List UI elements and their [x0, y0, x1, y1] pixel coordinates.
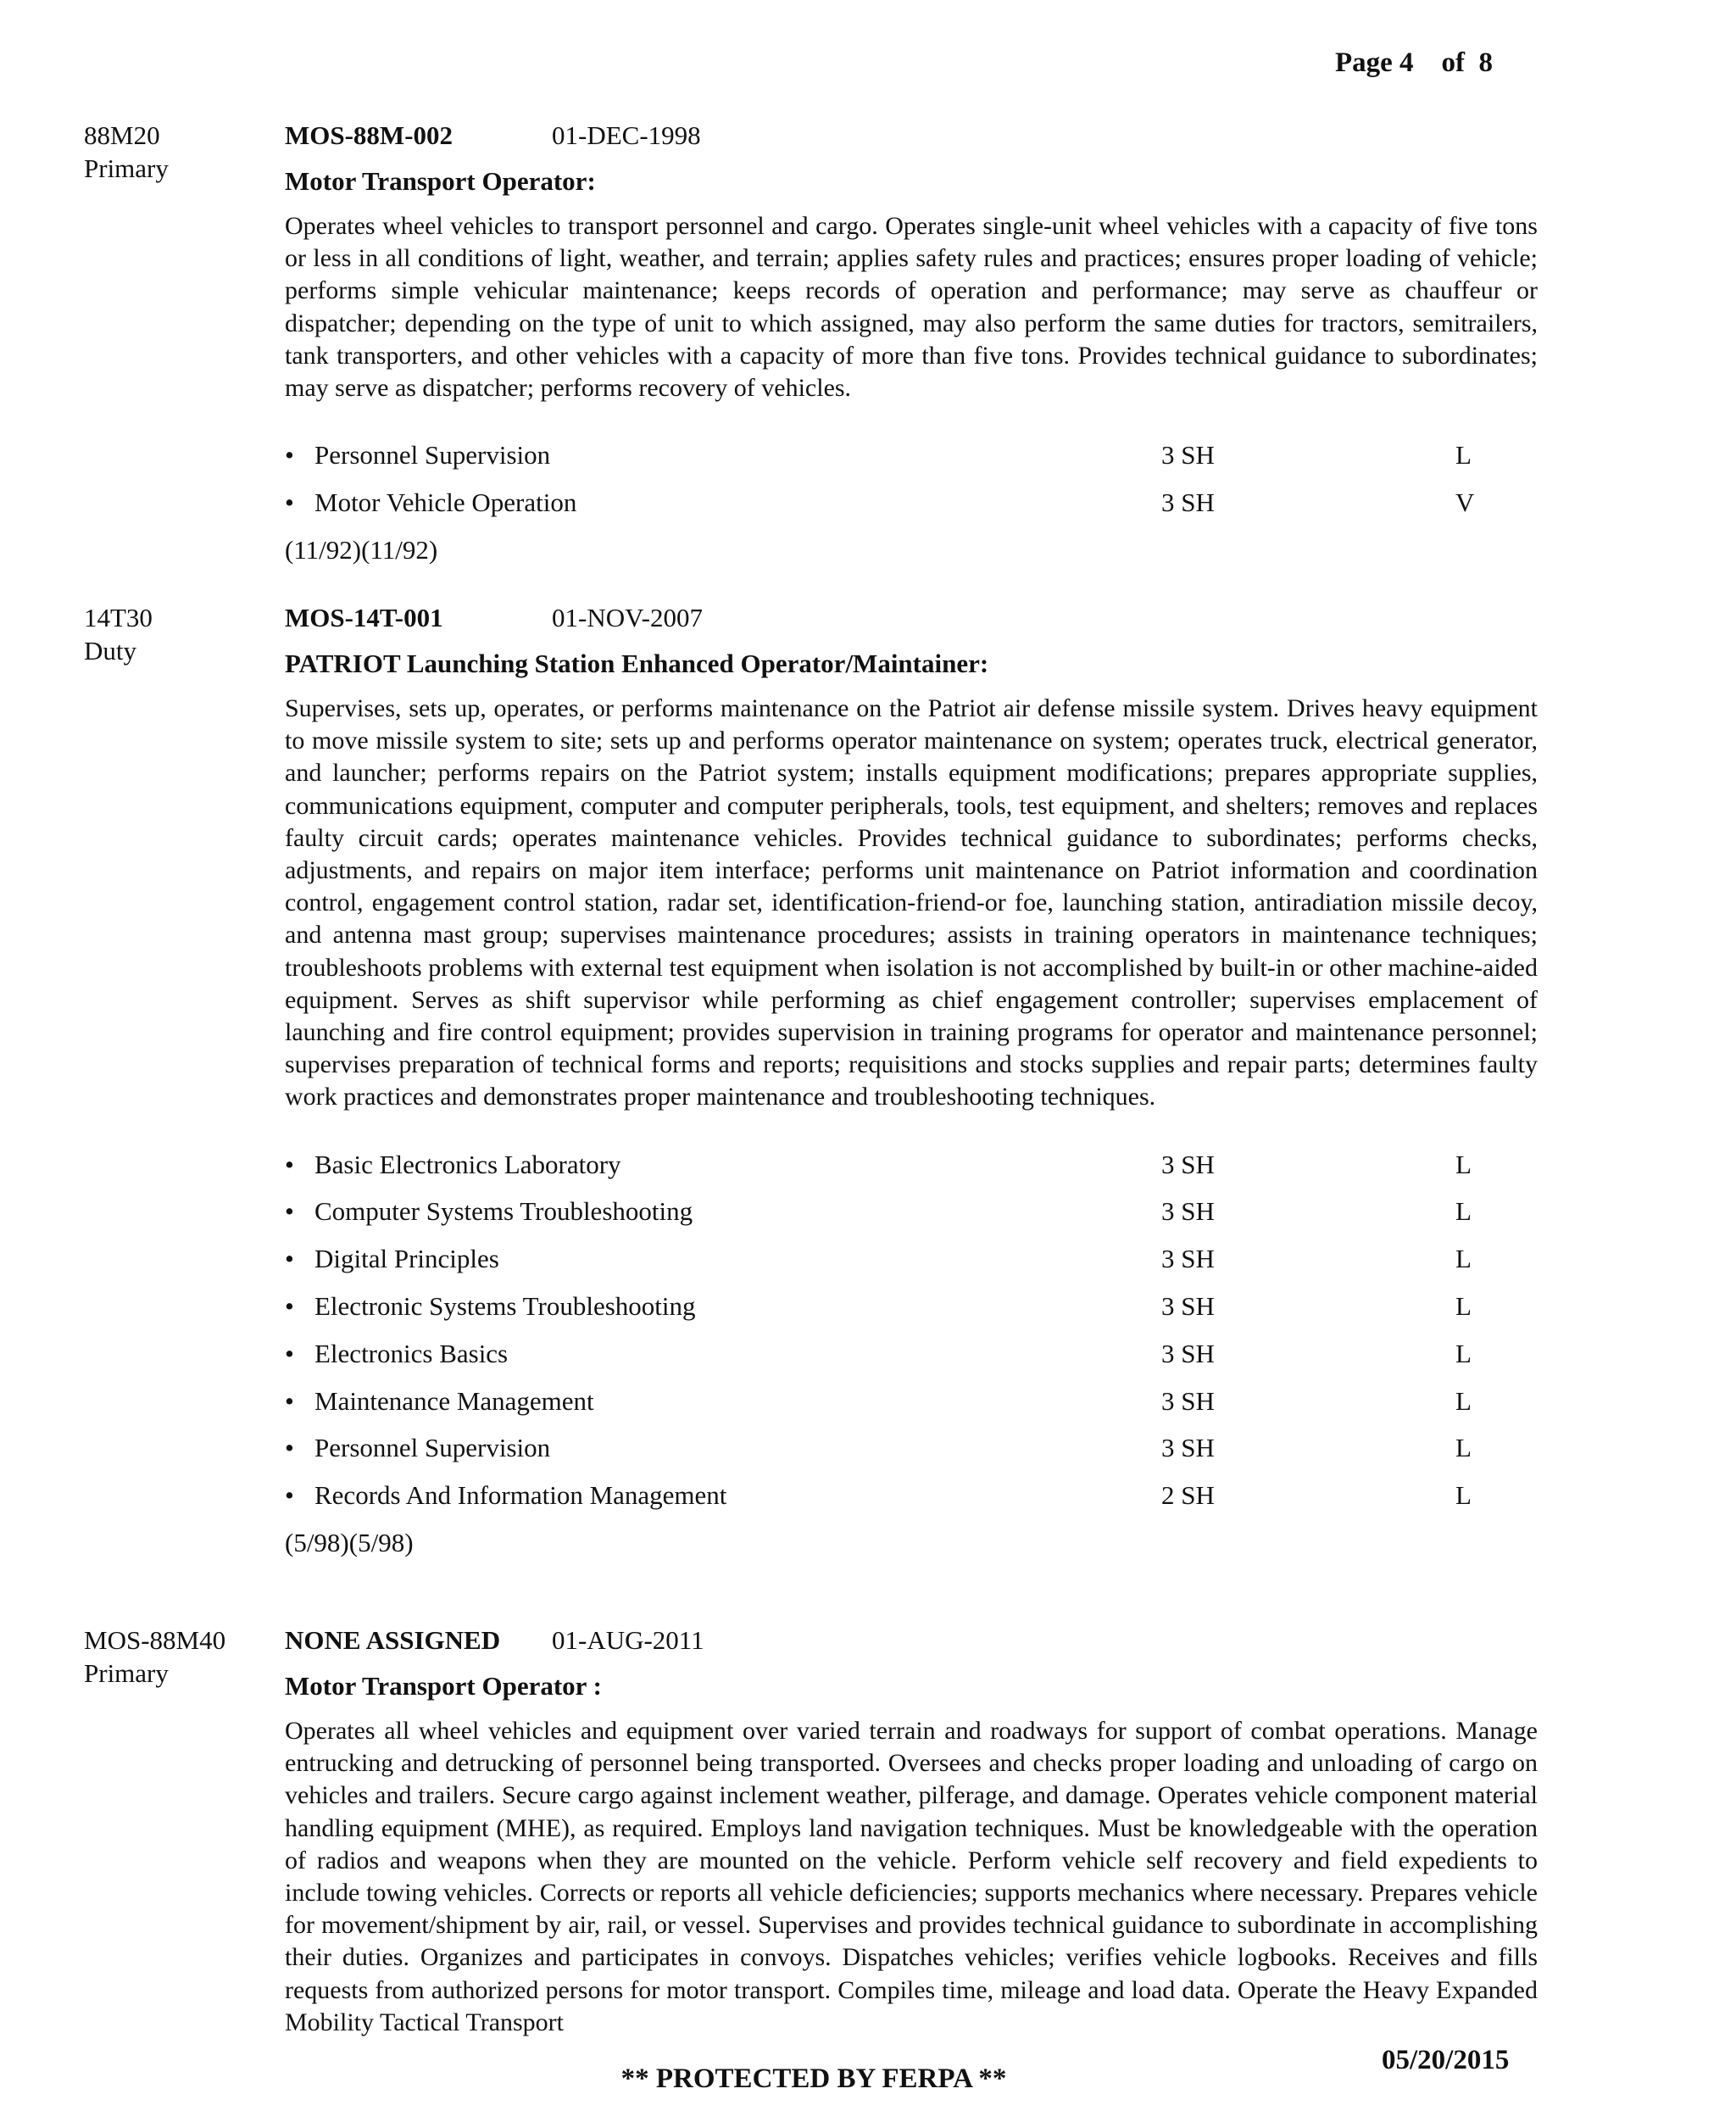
- course-item: [285, 1148, 1539, 1195]
- entry-header: [285, 119, 1539, 152]
- course-name: Records And Information Management: [314, 1480, 727, 1511]
- course-item: [285, 1431, 1539, 1479]
- bullet-icon: •: [285, 487, 294, 518]
- entry-code-block: [84, 119, 169, 185]
- entry-description: Operates all wheel vehicles and equipment over varied terrain and roadways for support of combat operations. Manage entrucking and detrucking of personnel being transported. Oversees and checks proper loading and unloading of cargo on vehicles and trailers. Secure cargo against inclement weather, pilferage, and damage. Operates vehicle component material handling equipment (MHE), as required. Employs land navigation techniques. Must be knowledgeable with the operation of radios and weapons when they are mounted on the vehicle. Perform vehicle self recovery and field expedients to include towing vehicles. Corrects or reports all vehicle deficiencies; supports mechanics where necessary. Prepares vehicle for movement/shipment by air, rail, or vessel. Supervises and provides technical guidance to subordinate in accomplishing their duties. Organizes and participates in convoys. Dispatches vehicles; verifies vehicle logbooks. Receives and fills requests from authorized persons for motor transport. Compiles time, mileage and load data. Operate the Heavy Expanded Mobility Tactical Transport: [285, 1717, 1538, 2036]
- course-name: Personnel Supervision: [314, 1433, 551, 1463]
- course-name: Personnel Supervision: [314, 440, 551, 471]
- course-credit: 3 SH: [1161, 1291, 1215, 1322]
- bullet-icon: •: [285, 1480, 294, 1511]
- course-credit: 3 SH: [1161, 1196, 1215, 1227]
- course-list: [285, 438, 1539, 533]
- course-name: Basic Electronics Laboratory: [314, 1149, 621, 1179]
- mos-date: 01-NOV-2007: [552, 603, 703, 632]
- course-item: [285, 486, 1539, 533]
- entry-body: [285, 1624, 1539, 2039]
- mos-date: 01-DEC-1998: [552, 120, 701, 150]
- course-credit: 3 SH: [1161, 1338, 1215, 1368]
- entry-reference: (11/92)(11/92): [285, 534, 438, 565]
- entry-description: Supervises, sets up, operates, or performs maintenance on the Patriot air defense missile system. Drives heavy equipment to move missile system to site; sets up and performs operator maintenance on system; operates truck, electrical generator, and launcher; performs repairs on the Patriot system; installs equipment modifications; prepares appropriate supplies, communications equipment, computer and computer peripherals, tools, test equipment, and shelters; removes and replaces faulty circuit cards; operates maintenance vehicles. Provides technical guidance to subordinates; performs checks, adjustments, and repairs on major item interface; performs unit maintenance on Patriot information and coordination control, engagement control station, radar set, identification-friend-or foe, launching station, antiradiation missile decoy, and antenna mast group; supervises maintenance procedures; assists in training operators in maintenance techniques; troubleshoots problems with external test equipment when isolation is not accomplished by built-in or other machine-aided equipment. Serves as shift supervisor while performing as chief engagement controller; supervises emplacement of launching and fire control equipment; provides supervision in training programs for operator and maintenance personnel; supervises preparation of technical forms and reports; requisitions and stocks supplies and repair parts; determines faulty work practices and demonstrates proper maintenance and troubleshooting techniques.: [285, 694, 1538, 1111]
- course-item: [285, 1242, 1539, 1289]
- course-level: L: [1455, 1480, 1472, 1511]
- course-item: [285, 1337, 1539, 1384]
- mos-id: NONE ASSIGNED: [285, 1625, 501, 1655]
- mos-id: MOS-88M-002: [285, 120, 453, 150]
- course-level: L: [1455, 1385, 1472, 1416]
- footer-date: 05/20/2015: [1382, 2045, 1510, 2075]
- bullet-icon: •: [285, 1149, 294, 1179]
- course-item: [285, 438, 1539, 486]
- entry-code-block: [84, 1624, 225, 1690]
- entry-code: MOS-88M40: [84, 1625, 226, 1655]
- entry-title: PATRIOT Launching Station Enhanced Operator/Maintainer:: [285, 649, 989, 678]
- course-item: [285, 1384, 1539, 1432]
- course-level: L: [1455, 440, 1472, 471]
- course-level: L: [1455, 1338, 1472, 1368]
- course-credit: 2 SH: [1161, 1480, 1215, 1511]
- course-level: L: [1455, 1433, 1472, 1463]
- course-level: L: [1455, 1291, 1472, 1322]
- course-level: L: [1455, 1244, 1472, 1274]
- course-name: Electronic Systems Troubleshooting: [314, 1291, 696, 1322]
- course-credit: 3 SH: [1161, 440, 1215, 471]
- bullet-icon: •: [285, 1338, 294, 1368]
- mos-id: MOS-14T-001: [285, 603, 443, 632]
- course-level: L: [1455, 1196, 1472, 1227]
- entry-description: Operates wheel vehicles to transport personnel and cargo. Operates single-unit wheel vehicles with a capacity of five tons or less in all conditions of light, weather, and terrain; applies safety rules and practices; ensures proper loading of vehicle; performs simple vehicular maintenance; keeps records of operation and performance; may serve as chauffeur or dispatcher; depending on the type of unit to which assigned, may also perform the same duties for tractors, semitrailers, tank transporters, and other vehicles with a capacity of more than five tons. Provides technical guidance to subordinates; may serve as dispatcher; performs recovery of vehicles.: [285, 212, 1538, 403]
- course-item: [285, 1479, 1539, 1526]
- entry-header: [285, 1624, 1539, 1657]
- entry-title: Motor Transport Operator:: [285, 166, 596, 196]
- course-item: [285, 1289, 1539, 1337]
- course-level: V: [1455, 487, 1475, 518]
- course-name: Maintenance Management: [314, 1385, 594, 1416]
- entry-body: [285, 119, 1539, 566]
- course-item: [285, 1195, 1539, 1242]
- course-list: [285, 1148, 1539, 1526]
- bullet-icon: •: [285, 1433, 294, 1463]
- entry-code: 14T30: [84, 603, 153, 632]
- ferpa-notice: ** PROTECTED BY FERPA **: [620, 2064, 1007, 2094]
- course-name: Computer Systems Troubleshooting: [314, 1196, 693, 1227]
- entry-title: Motor Transport Operator :: [285, 1671, 602, 1701]
- course-credit: 3 SH: [1161, 1433, 1215, 1463]
- entry-type: Primary: [84, 1658, 169, 1688]
- entry-type: Primary: [84, 153, 169, 183]
- bullet-icon: •: [285, 1196, 294, 1227]
- entry-type: Duty: [84, 636, 136, 666]
- entry-code: 88M20: [84, 120, 160, 150]
- entry-header: [285, 601, 1539, 634]
- bullet-icon: •: [285, 440, 294, 471]
- entry-code-block: [84, 601, 153, 667]
- mos-date: 01-AUG-2011: [552, 1625, 704, 1655]
- entry-body: [285, 601, 1539, 1559]
- course-credit: 3 SH: [1161, 487, 1215, 518]
- course-credit: 3 SH: [1161, 1385, 1215, 1416]
- course-name: Electronics Basics: [314, 1338, 509, 1368]
- bullet-icon: •: [285, 1385, 294, 1416]
- bullet-icon: •: [285, 1244, 294, 1274]
- course-credit: 3 SH: [1161, 1244, 1215, 1274]
- course-name: Digital Principles: [314, 1244, 499, 1274]
- course-level: L: [1455, 1149, 1472, 1179]
- course-name: Motor Vehicle Operation: [314, 487, 577, 518]
- course-credit: 3 SH: [1161, 1149, 1215, 1179]
- page-number: Page 4 of 8: [1335, 47, 1494, 78]
- entry-reference: (5/98)(5/98): [285, 1528, 414, 1558]
- bullet-icon: •: [285, 1291, 294, 1322]
